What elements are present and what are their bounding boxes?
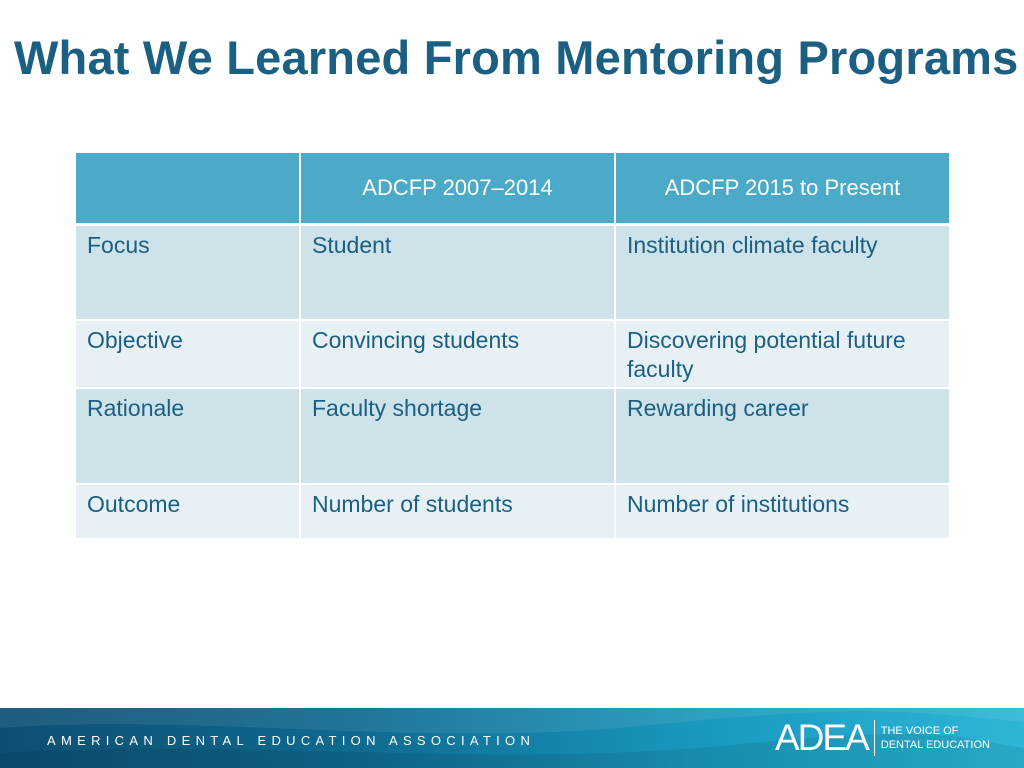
table-cell: Convincing students [300,320,615,388]
table-cell: Institution climate faculty [615,224,949,320]
table-cell: Objective [76,320,300,388]
table-cell: Student [300,224,615,320]
table-cell: Faculty shortage [300,388,615,484]
comparison-table [76,153,949,540]
logo-wordmark: ADEA [775,717,868,758]
table-cell: Number of institutions [615,484,949,539]
logo-tagline [881,724,990,752]
table-row [76,320,949,388]
logo-divider [874,720,875,756]
slide-title: What We Learned From Mentoring Programs [14,31,1019,84]
table-header-cell [76,153,300,224]
table-cell: Focus [76,224,300,320]
table-row [76,484,949,539]
table-row [76,224,949,320]
organization-name: AMERICAN DENTAL EDUCATION ASSOCIATION [47,733,536,748]
table-row [76,388,949,484]
table-cell: Outcome [76,484,300,539]
table-header-row [76,153,949,224]
adea-logo [775,718,990,758]
table-header-cell: ADCFP 2007–2014 [300,153,615,224]
table-header-cell: ADCFP 2015 to Present [615,153,949,224]
tagline-line-1: THE VOICE OF [880,725,959,737]
table-cell: Number of students [300,484,615,539]
table-cell: Rationale [76,388,300,484]
tagline-line-2: DENTAL EDUCATION [880,739,990,751]
table-cell: Rewarding career [615,388,949,484]
table-cell: Discovering potential future faculty [615,320,949,388]
footer-banner [0,708,1024,768]
